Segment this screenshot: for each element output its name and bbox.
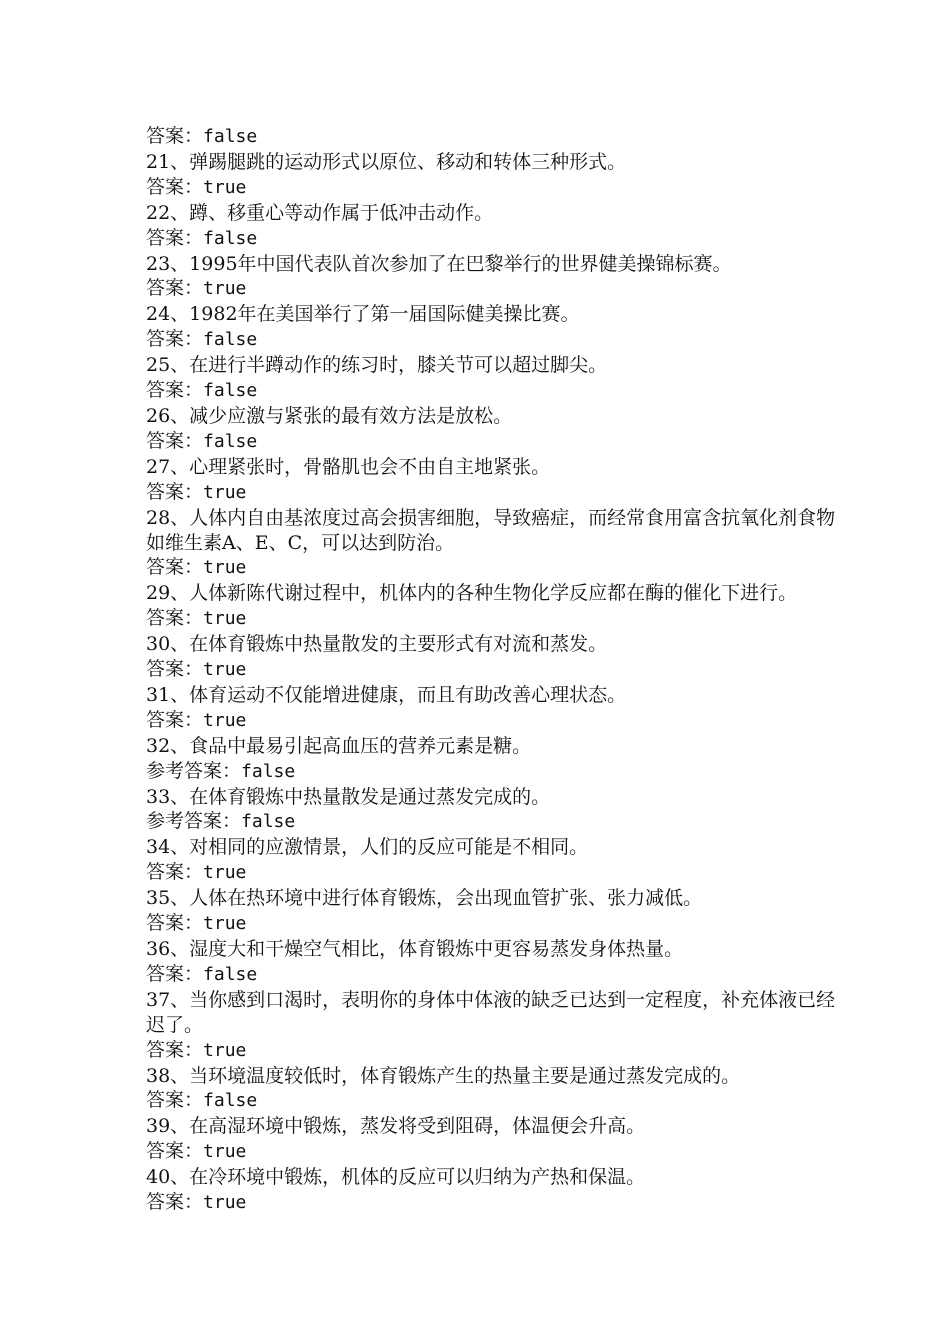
- answer-label: 答案：: [146, 1191, 204, 1214]
- answer-label: 答案：: [146, 429, 204, 452]
- answer-line: [146, 657, 836, 683]
- answer-label: 答案：: [146, 125, 204, 147]
- answer-value: true: [203, 278, 247, 300]
- question-text: 34、对相同的应激情景，人们的反应可能是不相同。: [146, 836, 589, 859]
- answer-line: [146, 860, 836, 886]
- answer-value: false: [203, 430, 258, 452]
- answer-value: true: [203, 709, 247, 731]
- answer-line: [146, 429, 836, 455]
- answer-label: 答案：: [146, 175, 204, 198]
- answer-value: true: [203, 913, 247, 935]
- answer-line: [146, 759, 836, 785]
- question-text: 39、在高湿环境中锻炼，蒸发将受到阻碍，体温便会升高。: [146, 1115, 646, 1138]
- answer-label: 答案：: [146, 1089, 204, 1112]
- question-text: 32、食品中最易引起高血压的营养元素是糖。: [146, 734, 532, 757]
- question-text: 36、湿度大和干燥空气相比，体育锻炼中更容易蒸发身体热量。: [146, 938, 684, 960]
- answer-label: 答案：: [146, 1140, 204, 1163]
- answer-label: 答案：: [146, 480, 204, 503]
- answer-label: 答案：: [146, 708, 204, 731]
- answer-label: 参考答案：: [146, 759, 242, 782]
- answer-value: true: [203, 176, 247, 198]
- answer-value: false: [203, 329, 258, 351]
- answer-value: true: [203, 481, 247, 503]
- answer-value: true: [203, 557, 247, 579]
- answer-line: [146, 378, 836, 404]
- answer-value: true: [203, 608, 247, 630]
- answer-line: [146, 1088, 836, 1114]
- question-text: 37、当你感到口渴时，表明你的身体中体液的缺乏已达到一定程度，补充体液已经迟了。: [146, 988, 836, 1036]
- answer-line: [146, 555, 836, 581]
- answer-label: 答案：: [146, 379, 204, 402]
- answer-value: true: [203, 862, 247, 884]
- question-text: 38、当环境温度较低时，体育锻炼产生的热量主要是通过蒸发完成的。: [146, 1064, 741, 1087]
- question-text: 24、1982年在美国举行了第一届国际健美操比赛。: [146, 303, 580, 326]
- answer-value: false: [203, 126, 258, 147]
- answer-label: 答案：: [146, 962, 204, 985]
- question-text: 33、在体育锻炼中热量散发是通过蒸发完成的。: [146, 785, 551, 808]
- question-text: 21、弹踢腿跳的运动形式以原位、移动和转体三种形式。: [146, 150, 627, 173]
- question-text: 26、减少应激与紧张的最有效方法是放松。: [146, 404, 513, 427]
- answer-line: [146, 911, 836, 937]
- answer-value: false: [203, 380, 258, 402]
- document-body: [146, 124, 836, 1216]
- question-text: 29、人体新陈代谢过程中，机体内的各种生物化学反应都在酶的催化下进行。: [146, 582, 798, 605]
- answer-label: 答案：: [146, 1038, 204, 1061]
- answer-value: false: [203, 1090, 258, 1112]
- answer-value: true: [203, 1141, 247, 1163]
- answer-line: [146, 226, 836, 252]
- answer-value: false: [241, 811, 296, 833]
- answer-line: [146, 809, 836, 835]
- answer-value: true: [203, 659, 247, 681]
- answer-label: 答案：: [146, 861, 204, 884]
- answer-label: 答案：: [146, 328, 204, 351]
- answer-label: 答案：: [146, 277, 204, 300]
- answer-line: [146, 1139, 836, 1165]
- answer-line: [146, 327, 836, 353]
- answer-value: false: [241, 760, 296, 782]
- question-text: 25、在进行半蹲动作的练习时，膝关节可以超过脚尖。: [146, 354, 608, 377]
- question-text: 31、体育运动不仅能增进健康，而且有助改善心理状态。: [146, 683, 627, 706]
- answer-line: [146, 480, 836, 506]
- question-text: 28、人体内自由基浓度过高会损害细胞，导致癌症，而经常食用富含抗氧化剂食物如维生素A、E、C，可以达到防治。: [146, 506, 836, 554]
- question-text: 22、蹲、移重心等动作属于低冲击动作。: [146, 201, 494, 224]
- question-text: 27、心理紧张时，骨骼肌也会不由自主地紧张。: [146, 455, 551, 478]
- question-text: 40、在冷环境中锻炼，机体的反应可以归纳为产热和保温。: [146, 1166, 646, 1189]
- leading-answer: [146, 124, 836, 150]
- answer-line: [146, 606, 836, 632]
- question-text: 30、在体育锻炼中热量散发的主要形式有对流和蒸发。: [146, 633, 608, 656]
- question-text: 23、1995年中国代表队首次参加了在巴黎举行的世界健美操锦标赛。: [146, 252, 732, 275]
- answer-value: false: [203, 963, 258, 985]
- answer-value: true: [203, 1192, 247, 1214]
- answer-line: [146, 708, 836, 734]
- answer-label: 答案：: [146, 556, 204, 579]
- question-text: 35、人体在热环境中进行体育锻炼，会出现血管扩张、张力减低。: [146, 887, 703, 910]
- answer-label: 答案：: [146, 226, 204, 249]
- answer-label: 参考答案：: [146, 810, 242, 833]
- answer-label: 答案：: [146, 607, 204, 630]
- answer-line: [146, 175, 836, 201]
- answer-line: [146, 1038, 836, 1064]
- answer-label: 答案：: [146, 912, 204, 935]
- answer-line: [146, 962, 836, 988]
- answer-label: 答案：: [146, 658, 204, 681]
- answer-line: [146, 276, 836, 302]
- answer-value: true: [203, 1039, 247, 1061]
- answer-line: [146, 1190, 836, 1216]
- answer-value: false: [203, 227, 258, 249]
